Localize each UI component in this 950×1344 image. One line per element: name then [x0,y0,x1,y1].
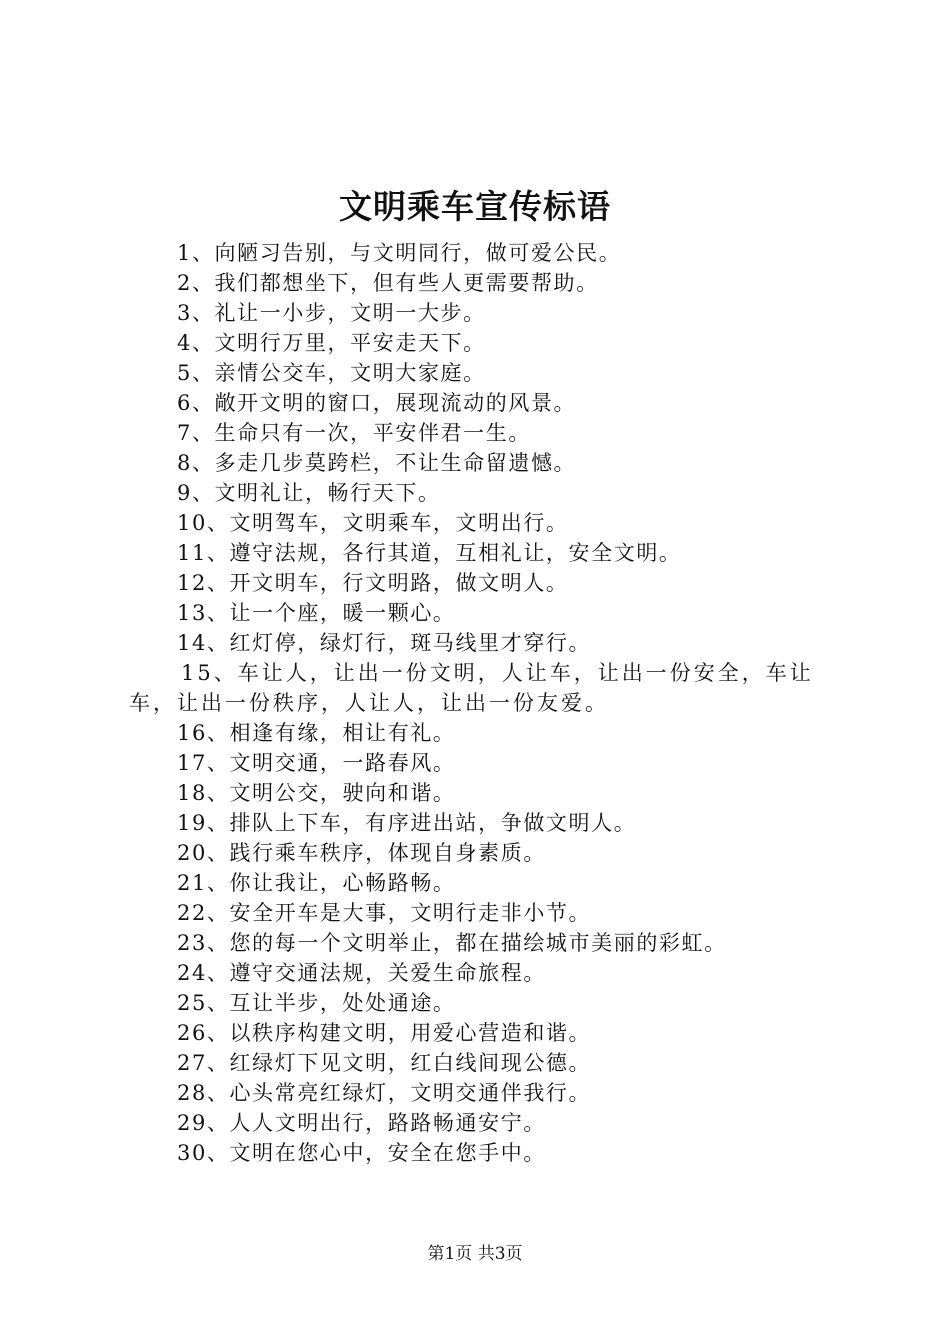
slogan-item: 24、遵守交通法规，关爱生命旅程。 [177,961,546,985]
slogan-item: 6、敞开文明的窗口，展现流动的风景。 [177,391,577,415]
slogan-item: 18、文明公交，驶向和谐。 [177,781,456,805]
slogan-item: 20、践行乘车秩序，体现自身素质。 [177,841,546,865]
slogan-item: 27、红绿灯下见文明，红白线间现公德。 [177,1051,592,1075]
slogan-item: 14、红灯停，绿灯行，斑马线里才穿行。 [177,631,592,655]
slogan-item: 2、我们都想坐下，但有些人更需要帮助。 [177,271,599,295]
page-number: 第1页 共3页 [427,1244,523,1264]
slogan-item: 3、礼让一小步，文明一大步。 [177,301,486,325]
slogan-item: 8、多走几步莫跨栏，不让生命留遗憾。 [177,451,577,475]
slogan-item: 10、文明驾车，文明乘车，文明出行。 [177,511,569,535]
slogan-item: 9、文明礼让，畅行天下。 [177,481,441,505]
slogan-item: 7、生命只有一次，平安伴君一生。 [177,421,531,445]
slogan-item: 28、心头常亮红绿灯，文明交通伴我行。 [177,1081,592,1105]
slogan-item: 1、向陋习告别，与文明同行，做可爱公民。 [177,241,622,265]
slogan-item: 12、开文明车，行文明路，做文明人。 [177,571,569,595]
slogan-item: 4、文明行万里，平安走天下。 [177,331,486,355]
slogan-item: 26、以秩序构建文明，用爱心营造和谐。 [177,1021,592,1045]
slogan-item: 11、遵守法规，各行其道，互相礼让，安全文明。 [177,541,682,565]
slogan-item: 15、车让人，让出一份文明，人让车，让出一份安全，车让车，让出一份秩序，人让人，让出一份友爱。 [129,661,814,715]
slogan-item: 13、让一个座，暖一颗心。 [177,601,456,625]
slogan-item: 17、文明交通，一路春风。 [177,751,456,775]
slogan-item: 5、亲情公交车，文明大家庭。 [177,361,486,385]
document-title: 文明乘车宣传标语 [339,187,611,226]
slogan-item: 23、您的每一个文明举止，都在描绘城市美丽的彩虹。 [177,931,727,955]
slogan-item: 22、安全开车是大事，文明行走非小节。 [177,901,592,925]
slogan-item: 21、你让我让，心畅路畅。 [177,871,456,895]
slogan-item: 30、文明在您心中，安全在您手中。 [177,1141,546,1165]
slogan-list [129,238,834,1168]
slogan-item: 29、人人文明出行，路路畅通安宁。 [177,1111,546,1135]
slogan-item: 19、排队上下车，有序进出站，争做文明人。 [177,811,637,835]
slogan-item: 25、互让半步，处处通途。 [177,991,456,1015]
slogan-item: 16、相逢有缘，相让有礼。 [177,721,456,745]
